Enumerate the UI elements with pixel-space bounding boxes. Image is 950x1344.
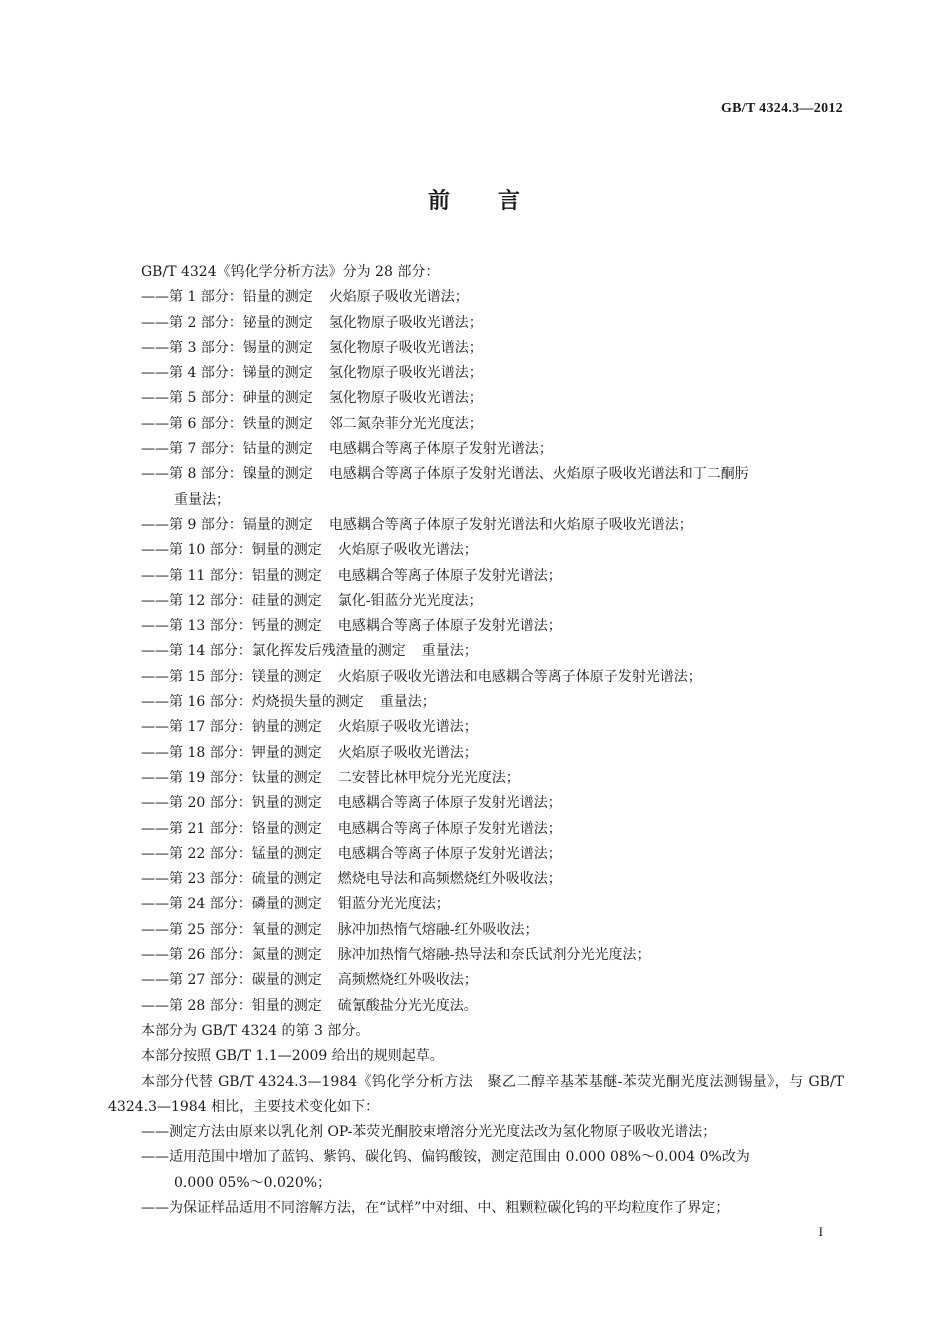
part-label: ——第 17 部分：钠量的测定 <box>141 719 322 736</box>
statement-rules: 本部分按照 GB/T 1.1—2009 给出的规则起草。 <box>141 1048 444 1065</box>
part-method: 火焰原子吸收光谱法； <box>337 719 478 736</box>
part-label: ——第 4 部分：锑量的测定 <box>141 365 313 382</box>
part-method: 氢化物原子吸收光谱法； <box>328 365 483 382</box>
part-item <box>108 968 844 993</box>
statement-replace: 本部分代替 GB/T 4324.3—1984《钨化学分析方法 聚乙二醇辛基苯基醚-苯荧光酮光度法测锡量》，与 GB/T 4324.3—1984 相比，主要技术变化如下： <box>108 1073 844 1115</box>
part-label: ——第 24 部分：磷量的测定 <box>141 896 322 913</box>
standard-code: GB/T 4324.3—2012 <box>720 101 843 116</box>
part-label: ——第 1 部分：铅量的测定 <box>141 289 313 306</box>
part-method: 邻二氮杂菲分光光度法； <box>328 415 483 432</box>
part-label: ——第 21 部分：铬量的测定 <box>141 820 322 837</box>
part-method: 电感耦合等离子体原子发射光谱法、火焰原子吸收光谱法和丁二酮肟 <box>328 466 749 483</box>
parts-list <box>108 285 844 1019</box>
part-method: 火焰原子吸收光谱法； <box>337 744 478 761</box>
part-method: 电感耦合等离子体原子发射光谱法； <box>328 441 553 458</box>
part-label: ——第 16 部分：灼烧损失量的测定 <box>141 694 364 711</box>
part-item <box>108 412 844 437</box>
part-item <box>108 437 844 462</box>
part-label: ——第 6 部分：铁量的测定 <box>141 415 313 432</box>
part-label: ——第 19 部分：钛量的测定 <box>141 769 322 786</box>
title-char-2: 言 <box>498 189 523 214</box>
part-item <box>108 639 844 664</box>
part-label: ——第 2 部分：铋量的测定 <box>141 314 313 331</box>
part-method: 电感耦合等离子体原子发射光谱法； <box>337 845 562 862</box>
part-method: 重量法； <box>379 694 436 711</box>
part-continuation: 重量法； <box>174 491 230 508</box>
page-title <box>0 184 950 215</box>
part-label: ——第 14 部分：氯化挥发后残渣量的测定 <box>141 643 406 660</box>
part-label: ——第 5 部分：砷量的测定 <box>141 390 313 407</box>
intro-line: GB/T 4324《钨化学分析方法》分为 28 部分： <box>141 264 440 280</box>
part-item <box>108 690 844 715</box>
part-method: 钼蓝分光光度法； <box>337 896 450 913</box>
part-method: 氢化物原子吸收光谱法； <box>328 339 483 356</box>
change-continuation: 0.000 05%～0.020%； <box>174 1174 332 1191</box>
part-label: ——第 12 部分：硅量的测定 <box>141 592 322 609</box>
part-item <box>108 842 844 867</box>
part-label: ——第 28 部分：钼量的测定 <box>141 997 322 1014</box>
part-item <box>108 715 844 740</box>
part-method: 电感耦合等离子体原子发射光谱法和火焰原子吸收光谱法； <box>328 516 693 533</box>
part-item <box>108 665 844 690</box>
part-method: 电感耦合等离子体原子发射光谱法； <box>337 820 562 837</box>
part-label: ——第 27 部分：碳量的测定 <box>141 972 322 989</box>
part-item <box>108 817 844 842</box>
part-method: 电感耦合等离子体原子发射光谱法； <box>337 618 562 635</box>
changes-list <box>108 1120 844 1221</box>
part-item <box>108 285 844 310</box>
part-item <box>108 311 844 336</box>
part-method: 氢化物原子吸收光谱法； <box>328 314 483 331</box>
change-item: ——为保证样品适用不同溶解方法，在“试样”中对细、中、粗颗粒碳化钨的平均粒度作了界定； <box>141 1199 730 1216</box>
part-item <box>108 538 844 563</box>
part-label: ——第 26 部分：氮量的测定 <box>141 947 322 964</box>
part-label: ——第 10 部分：铜量的测定 <box>141 542 322 559</box>
part-item <box>108 867 844 892</box>
part-method: 高频燃烧红外吸收法； <box>337 972 478 989</box>
part-label: ——第 8 部分：镍量的测定 <box>141 466 313 483</box>
change-item: ——适用范围中增加了蓝钨、紫钨、碳化钨、偏钨酸铵，测定范围由 0.000 08%～0.004 0%改为 <box>141 1149 750 1166</box>
part-label: ——第 13 部分：钙量的测定 <box>141 618 322 635</box>
document-body <box>108 260 844 1221</box>
part-method: 火焰原子吸收光谱法和电感耦合等离子体原子发射光谱法； <box>337 668 702 685</box>
part-item <box>108 943 844 968</box>
statement-part: 本部分为 GB/T 4324 的第 3 部分。 <box>141 1022 370 1039</box>
page-number: I <box>818 1224 823 1239</box>
part-method: 电感耦合等离子体原子发射光谱法； <box>337 567 562 584</box>
part-label: ——第 7 部分：钴量的测定 <box>141 441 313 458</box>
part-label: ——第 22 部分：锰量的测定 <box>141 845 322 862</box>
part-method: 燃烧电导法和高频燃烧红外吸收法； <box>337 871 562 888</box>
part-method: 火焰原子吸收光谱法； <box>328 289 469 306</box>
part-item <box>108 614 844 639</box>
part-label: ——第 9 部分：镉量的测定 <box>141 516 313 533</box>
part-item <box>108 564 844 589</box>
part-item <box>108 513 844 538</box>
part-item <box>108 741 844 766</box>
part-method: 氯化-钼蓝分光光度法； <box>337 592 483 609</box>
part-label: ——第 11 部分：铝量的测定 <box>141 567 322 584</box>
part-item <box>108 918 844 943</box>
part-item <box>108 766 844 791</box>
part-method: 电感耦合等离子体原子发射光谱法； <box>337 795 562 812</box>
part-label: ——第 3 部分：锡量的测定 <box>141 339 313 356</box>
part-item <box>108 791 844 816</box>
part-label: ——第 23 部分：硫量的测定 <box>141 871 322 888</box>
part-item <box>108 589 844 614</box>
part-method: 脉冲加热惰气熔融-热导法和奈氏试剂分光光度法； <box>337 947 651 964</box>
part-item <box>108 361 844 386</box>
part-method: 硫氰酸盐分光光度法。 <box>337 997 478 1014</box>
part-item <box>108 462 844 487</box>
part-label: ——第 20 部分：钒量的测定 <box>141 795 322 812</box>
part-method: 重量法； <box>421 643 478 660</box>
part-label: ——第 15 部分：镁量的测定 <box>141 668 322 685</box>
part-method: 脉冲加热惰气熔融-红外吸收法； <box>337 921 539 938</box>
part-item <box>108 892 844 917</box>
part-label: ——第 18 部分：钾量的测定 <box>141 744 322 761</box>
part-item <box>108 336 844 361</box>
part-item <box>108 994 844 1019</box>
part-method: 二安替比林甲烷分光光度法； <box>337 769 520 786</box>
part-method: 氢化物原子吸收光谱法； <box>328 390 483 407</box>
title-char-1: 前 <box>427 189 452 214</box>
part-item <box>108 386 844 411</box>
change-item: ——测定方法由原来以乳化剂 OP-苯荧光酮胶束增溶分光光度法改为氢化物原子吸收光谱法； <box>141 1124 717 1141</box>
part-label: ——第 25 部分：氧量的测定 <box>141 921 322 938</box>
part-method: 火焰原子吸收光谱法； <box>337 542 478 559</box>
